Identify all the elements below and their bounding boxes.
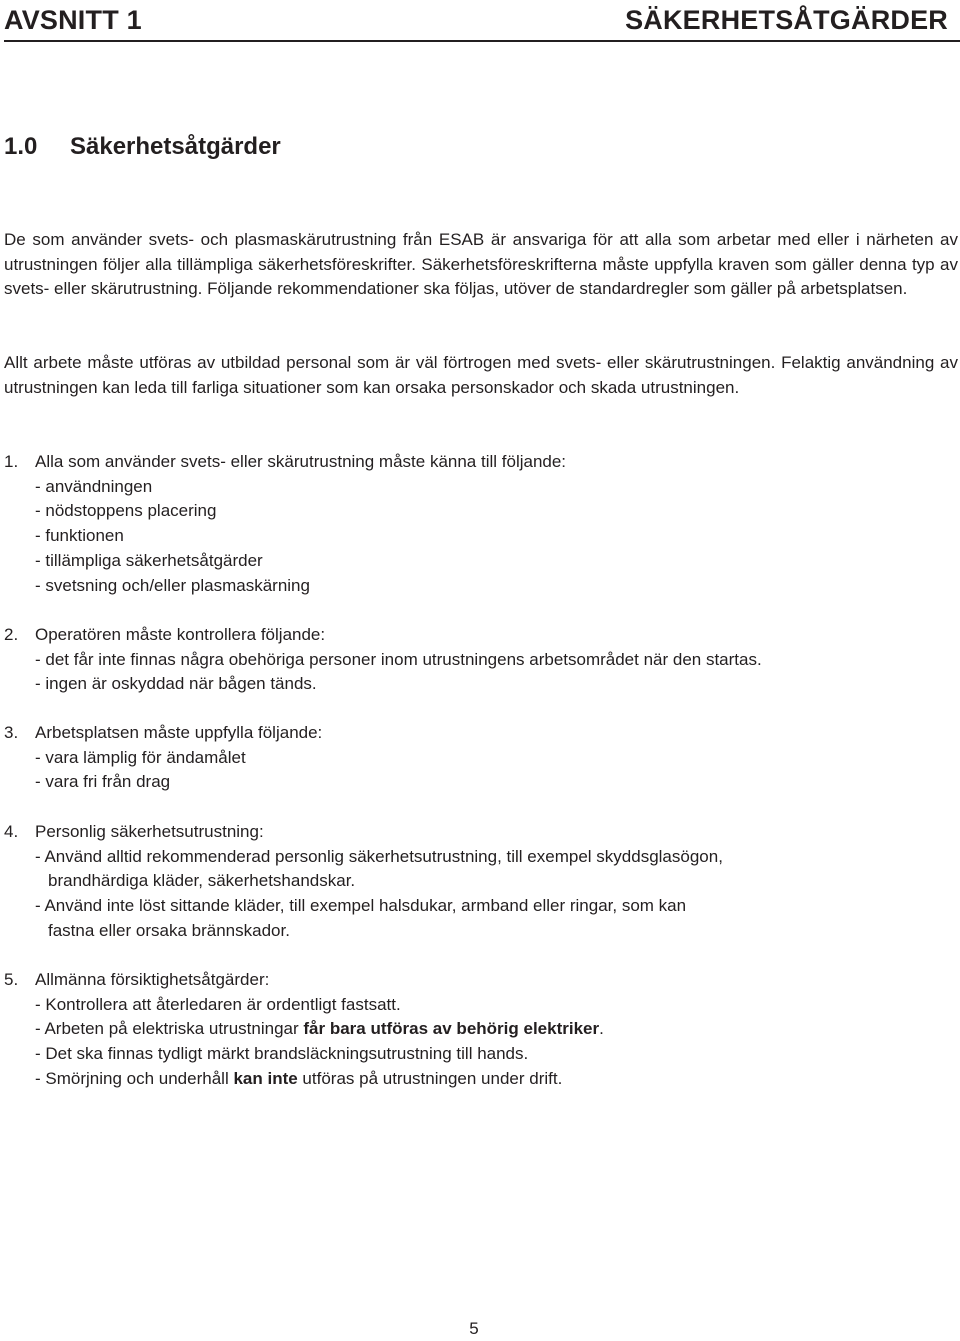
- page-number-text: 5: [469, 1319, 479, 1338]
- item-text: - Smörjning och underhåll: [35, 1068, 234, 1088]
- list-2: [4, 623, 958, 697]
- list-item-electrician: [4, 1017, 958, 1042]
- list-item-maintenance: [4, 1067, 958, 1092]
- list-heading: [4, 623, 958, 648]
- list-number: 1.: [4, 452, 19, 471]
- list-heading-text: Alla som använder svets- eller skärutrustning måste känna till följande:: [35, 452, 567, 471]
- list-5: [4, 968, 958, 1092]
- list-item: - vara lämplig för ändamålet: [35, 747, 246, 767]
- page-header: [4, 0, 960, 42]
- list-heading: [4, 721, 958, 746]
- list-item: - Använd alltid rekommenderad personlig säkerhetsutrustning, till exempel skyddsglasögon,: [35, 846, 723, 866]
- list-item: - användningen: [35, 476, 153, 496]
- intro-paragraph-2: Allt arbete måste utföras av utbildad personal som är väl förtrogen med svets- eller skärutrustningen. Felaktig användning av utrustningen kan leda till farliga situationer som kan orsaka personskador och skada utrustningen.: [4, 353, 958, 397]
- list-item: - nödstoppens placering: [35, 501, 217, 521]
- list-item: - tillämpliga säkerhetsåtgärder: [35, 550, 263, 570]
- section-heading: [4, 133, 281, 161]
- section-heading-text: Säkerhetsåtgärder: [70, 133, 281, 160]
- section-label: AVSNITT 1: [4, 5, 142, 35]
- list-heading-text: Allmänna försiktighetsåtgärder:: [35, 970, 270, 989]
- list-item: - funktionen: [35, 526, 124, 546]
- section-number: 1.0: [4, 133, 38, 160]
- list-item-continuation: brandhärdiga kläder, säkerhetshandskar.: [48, 871, 356, 891]
- list-item: - vara fri från drag: [35, 772, 171, 792]
- list-number: 2.: [4, 625, 19, 644]
- list-item: - Det ska finnas tydligt märkt brandsläckningsutrustning till hands.: [35, 1044, 529, 1064]
- list-heading-text: Personlig säkerhetsutrustning:: [35, 822, 264, 841]
- list-item: - Kontrollera att återledaren är ordentligt fastsatt.: [35, 994, 401, 1014]
- list-item: - Använd inte löst sittande kläder, till exempel halsdukar, armband eller ringar, som kan: [35, 896, 687, 916]
- item-bold-text: kan inte: [233, 1068, 298, 1088]
- list-3: [4, 721, 958, 795]
- page-number: [0, 1319, 960, 1339]
- list-1: [4, 450, 958, 598]
- intro-paragraph-1: De som använder svets- och plasmaskärutrustning från ESAB är ansvariga för att alla som arbetar med eller i närheten av utrustningen följer alla tillämpliga säkerhetsföreskrifter. Säkerhetsföreskrifterna måste uppfylla kraven som gäller denna typ av svets- eller skärutrustning. Följande rekommendationer ska följas, utöver de standardregler som gäller på arbetsplatsen.: [4, 230, 958, 298]
- item-text-end: utföras på utrustningen under drift.: [297, 1068, 563, 1088]
- item-text: - Arbeten på elektriska utrustningar: [35, 1019, 304, 1039]
- list-number: 5.: [4, 970, 19, 989]
- list-heading-text: Operatören måste kontrollera följande:: [35, 625, 326, 644]
- list-heading: [4, 968, 958, 993]
- header-title: SÄKERHETSÅTGÄRDER: [625, 5, 948, 35]
- item-bold-text: får bara utföras av behörig elektriker: [303, 1019, 600, 1039]
- list-number: 4.: [4, 822, 19, 841]
- list-4: [4, 820, 958, 944]
- list-item-continuation: fastna eller orsaka brännskador.: [48, 920, 290, 940]
- list-item: - det får inte finnas några obehöriga personer inom utrustningens arbetsområdet när den startas.: [35, 649, 762, 669]
- list-heading-text: Arbetsplatsen måste uppfylla följande:: [35, 723, 323, 742]
- item-text-end: .: [599, 1019, 604, 1039]
- list-item: - ingen är oskyddad när bågen tänds.: [35, 674, 317, 694]
- list-item: - svetsning och/eller plasmaskärning: [35, 575, 310, 595]
- list-number: 3.: [4, 723, 19, 742]
- list-heading: [4, 450, 958, 475]
- list-heading: [4, 820, 958, 845]
